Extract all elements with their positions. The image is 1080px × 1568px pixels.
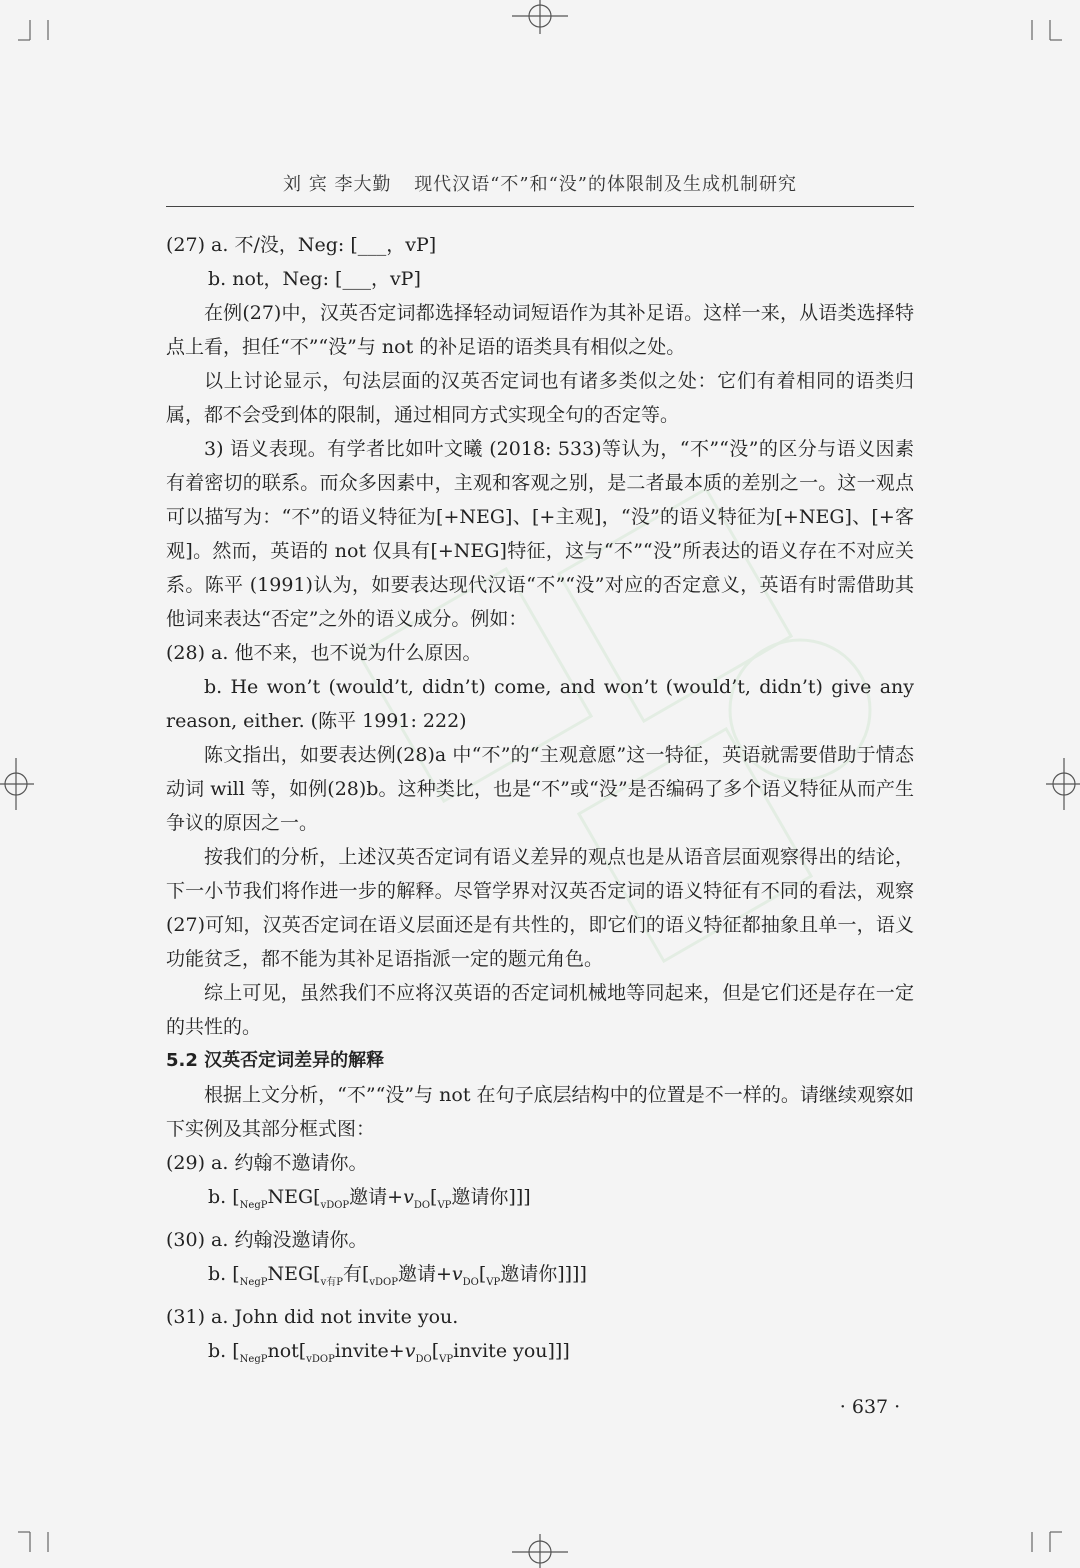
paragraph: 3) 语义表现。有学者比如叶文曦 (2018: 533)等认为，“不”“没”的区分与语义因素有着密切的联系。而众多因素中，主观和客观之别，是二者最本质的差别之一。这一观点可以描写为：“不”的语义特征为[+NEG]、[+主观]，“没”的语义特征为[+NEG]、[+客观]。然而，英语的 not 仅具有[+NEG]特征，这与“不”“没”所表达的语义存在不对应关系。陈平 (1991)认为，如要表达现代汉语“不”“没”对应的否定意义，英语有时需借助其他词来表达“否定”之外的语义成分。例如： [166,438,914,630]
paragraph: 按我们的分析，上述汉英否定词有语义差异的观点也是从语音层面观察得出的结论，下一小节我们将作进一步的解释。尽管学界对汉英否定词的语义特征有不同的看法，观察(27)可知，汉英否定词在语义层面还是有共性的，即它们的语义特征都抽象且单一，语义功能贫乏，都不能为其补足语指派一定的题元角色。 [166,846,914,970]
paragraph: 陈文指出，如要表达例(28)a 中“不”的“主观意愿”这一特征，英语就需要借助于情态动词 will 等，如例(28)b。这种类比，也是“不”或“没”是否编码了多个语义特征从而产生争议的原因之一。 [166,744,914,834]
example-29b: b. [$_{NegP}NEG[_{vDOP}$邀请$+v_{DO}[_{VP}$邀请你]]] [208,1186,531,1211]
page-number: · 637 · [839,1396,901,1418]
example-29a: (29) a. 约翰不邀请你。 [166,1152,368,1174]
paragraph: 以上讨论显示，句法层面的汉英否定词也有诸多类似之处：它们有着相同的语类归属，都不会受到体的限制，通过相同方式实现全句的否定等。 [166,370,914,426]
section-heading: 5.2 汉英否定词差异的解释 [166,1050,385,1071]
example-28b: b. He won’t (would’t, didn’t) come, and won’t (would’t, didn’t) give any reason, either. (陈平 1991: 222) [166,676,914,732]
example-31b: b. [$_{NegP}not[_{vDOP}invite+v_{DO}[_{VP}invite$ you]]] [208,1339,570,1365]
example-30b: b. [$_{NegP}NEG[_{v有P}$有[$_{vDOP}$邀请$+v_{DO}[_{VP}$邀请你]]]] [208,1262,587,1288]
paragraph: 根据上文分析，“不”“没”与 not 在句子底层结构中的位置是不一样的。请继续观察如下实例及其部分框式图： [166,1084,914,1140]
example-31a: (31) a. John did not invite you. [166,1305,459,1328]
example-27a: (27) a. 不/没，Neg: [___，vP] [166,234,437,256]
example-30a: (30) a. 约翰没邀请你。 [166,1228,368,1251]
paragraph: 在例(27)中，汉英否定词都选择轻动词短语作为其补足语。这样一来，从语类选择特点上看，担任“不”“没”与 not 的补足语的语类具有相似之处。 [166,302,914,358]
example-27b: b. not，Neg: [___，vP] [208,268,421,290]
body-text [166,228,914,1376]
running-head [166,170,914,207]
example-28a: (28) a. 他不来，也不说为什么原因。 [166,642,482,664]
running-head-title: 现代汉语“不”和“没”的体限制及生成机制研究 [414,174,797,195]
running-head-authors: 刘 宾 李大勤 [283,174,392,195]
paragraph: 综上可见，虽然我们不应将汉英语的否定词机械地等同起来，但是它们还是存在一定的共性的。 [166,982,914,1038]
